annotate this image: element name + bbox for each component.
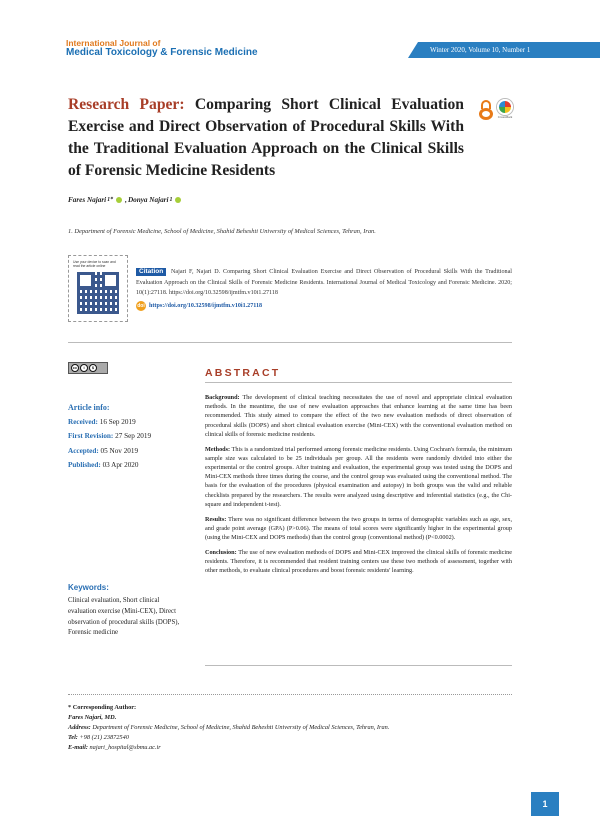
- received-date: 16 Sep 2019: [99, 418, 136, 427]
- tel-label: Tel:: [68, 734, 78, 742]
- abstract-heading: ABSTRACT: [205, 367, 281, 379]
- abstract-conclusion: [205, 548, 512, 576]
- corresponding-name: Fares Najari, MD.: [68, 714, 117, 722]
- doi-icon: doi: [137, 303, 145, 309]
- open-access-icon: [479, 100, 493, 120]
- corresponding-author: [68, 703, 389, 753]
- citation-block: [136, 267, 512, 299]
- accepted-label: Accepted:: [68, 446, 99, 455]
- accepted-date: 05 Nov 2019: [100, 446, 139, 455]
- divider: [68, 342, 512, 343]
- author-separator: ,: [125, 196, 127, 204]
- paper-title: [68, 94, 464, 182]
- issue-banner: Winter 2020, Volume 10, Number 1: [418, 42, 600, 58]
- qr-caption: Use your device to scan and read the article online: [73, 260, 116, 268]
- email-link[interactable]: najari_hospital@sbmu.ac.ir: [89, 744, 161, 752]
- cc-license-icon[interactable]: [68, 362, 108, 374]
- keywords: [68, 583, 186, 639]
- author-list: [68, 196, 183, 204]
- abstract-background: [205, 393, 512, 439]
- abstract-section-text: The development of clinical teaching necessitates the use of novel and appropriate clinical evaluation methods. In the meantime, the use of new evaluation approaches that enhance learning at the same time has been recommended. This study aimed to compare the effect of the two new evaluation methods of direct observation of procedural skills (DOPS) and short clinical evaluation exercise (Mini-CEX) with the conventional evaluation method on clinical skills of forensic medicine residents.: [205, 394, 512, 438]
- crossmark-icon[interactable]: [495, 99, 515, 121]
- author-name: Fares Najari: [68, 196, 107, 204]
- orcid-icon[interactable]: [116, 197, 122, 203]
- first-revision-label: First Revision:: [68, 432, 114, 441]
- qr-box: [68, 255, 128, 322]
- author-name: Donya Najari: [127, 196, 169, 204]
- author-affil-sup: 1: [169, 197, 173, 203]
- affiliation: 1. Department of Forensic Medicine, School of Medicine, Shahid Beheshti University of Medical Sciences, Tehran, Iran.: [68, 228, 376, 235]
- cc-icon: cc: [72, 365, 78, 370]
- published-date: 03 Apr 2020: [102, 460, 139, 469]
- received-label: Received:: [68, 418, 98, 427]
- address-label: Address:: [68, 724, 91, 732]
- corresponding-heading: * Corresponding Author:: [68, 704, 137, 711]
- journal-title-line1: International Journal of: [66, 38, 161, 48]
- nc-icon: $: [89, 364, 97, 372]
- address-text: Department of Forensic Medicine, School of Medicine, Shahid Beheshti University of Medical Sciences, Tehran, Iran.: [92, 724, 390, 732]
- paper-title-text: Comparing Short Clinical Evaluation Exercise and Direct Observation of Procedural Skills With the Traditional Evaluation Approach on the Clinical Skills of Forensic Medicine Residents: [68, 96, 464, 179]
- abstract-section-text: There was no significant difference between the two groups in terms of demographic variables such as age, sex, and grade point average (GPA) (P>0.06). The means of total scores were significantly higher in the experimental group (using the Mini-CEX and DOPS methods) than the control group (conventional method) (P<0.0002).: [205, 515, 512, 542]
- divider: [205, 665, 512, 666]
- citation-text: Najari F, Najari D. Comparing Short Clinical Evaluation Exercise and Direct Observation of Procedural Skills With the Traditional Evaluation Approach on the Clinical Skills of Forensic Medicine Residents. International Journal of Medical Toxicology and Forensic Medicine. 2020; 10(1):27118. https://doi.org/10.32598/ijmtfm.v10i1.27118: [136, 269, 512, 296]
- author-affil-sup: 1*: [107, 197, 114, 203]
- footer-divider: [68, 694, 512, 695]
- orcid-icon[interactable]: [175, 197, 181, 203]
- tel-text: +98 (21) 23872540: [79, 734, 129, 742]
- abstract-results: [205, 515, 512, 543]
- by-icon: i: [80, 364, 88, 372]
- paper-type-label: Research Paper:: [68, 96, 185, 113]
- doi-row: [136, 301, 262, 311]
- abstract-methods: [205, 445, 512, 509]
- badge-group: [479, 99, 515, 121]
- journal-title-line2: Medical Toxicology & Forensic Medicine: [66, 46, 258, 58]
- doi-link[interactable]: https://doi.org/10.32598/ijmtfm.v10i1.27118: [149, 303, 263, 309]
- keywords-text: Clinical evaluation, Short clinical evaluation exercise (Mini-CEX), Direct observation of procedural skills (DOPS), Forensic medicine: [68, 597, 180, 637]
- citation-badge: Citation: [136, 268, 166, 276]
- abstract-section-label: Background:: [205, 394, 240, 401]
- divider: [205, 382, 512, 383]
- abstract-section-label: Results:: [205, 515, 227, 523]
- abstract-body: [205, 393, 512, 581]
- page-number: 1: [531, 792, 559, 816]
- first-revision-date: 27 Sep 2019: [115, 432, 152, 441]
- journal-title: [66, 39, 258, 58]
- qr-code[interactable]: [77, 272, 119, 314]
- article-info-heading: Article info:: [68, 403, 110, 412]
- published-label: Published:: [68, 460, 101, 469]
- abstract-section-text: The use of new evaluation methods of DOPS and Mini-CEX improved the clinical skills of forensic medicine residents. Therefore, it is recommended that resident training centers use these two methods of assessment, together with other methods, to evaluate clinical procedures and boost forensic residents' learning.: [205, 548, 512, 575]
- email-label: E-mail:: [68, 744, 88, 752]
- crossmark-label: CrossMark: [497, 115, 513, 119]
- abstract-section-label: Methods:: [205, 445, 231, 453]
- keywords-heading: Keywords:: [68, 583, 109, 592]
- article-info: [68, 401, 151, 472]
- abstract-section-label: Conclusion:: [205, 548, 237, 556]
- abstract-section-text: This is a randomized trial performed among forensic medicine residents. Using Cochran's formula, the minimum sample size was calculated to be 25 individuals per group. All the residents were randomly divided into either the experimental or the control groups. After training and evaluation, the experimental group was tested using the DOPS and Mini-CEX methods three times during the course, and the control group was evaluated using the conventional method. The basis for the evaluation of the procedures (physical examination and autopsy) in both groups was the valid and reliable checklists prepared by the researchers. The results were analyzed using descriptive and inferential statistics (e.g., the Chi-square and independent t-test).: [205, 445, 513, 508]
